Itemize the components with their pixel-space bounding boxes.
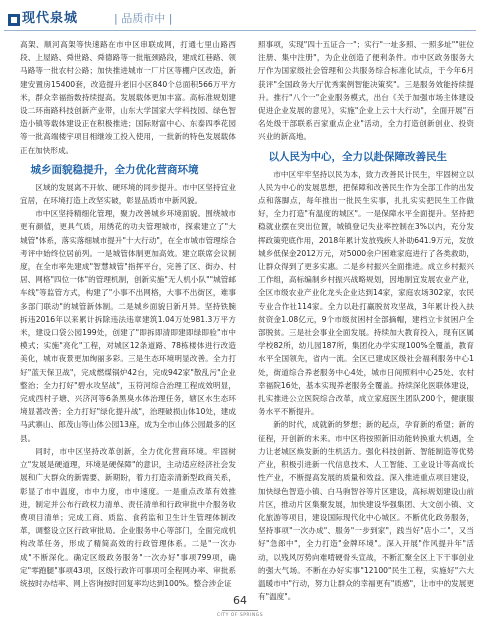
footer-divider [222,610,258,611]
right-paragraph-3: 新的时代，成就新的梦想；新的起点，孕育新的希望；新的征程，开创新的未来。市中区将按照新旧动能转换重大机遇，全力让老城区焕发新的生机活力。强化科技创新、智能制造等优势产业，积极引进新一代信息技术、人工智能、工业设计等高成长性产业，不断提高发展的质量和效益。深入推进重点项目建设，加快绿色智造小镇、白马驹智谷等片区建设，高标规划建设山前片区，推动片区集聚发展，加快建设华强集团、大文创小镇、文化旅游等项目，建设国际现代化中心城区。不断优化政务服务，坚持事项"一次办成"、服务"一步到家"，践当好"店小二"，又当好"急郎中"，全力打造"金牌环境"。深入开展"作风提升年"活动，以残风厉势向难啃硬骨头宣战，不断汇聚全区上下干事创业的强大气场。不断在办好实事"12100"民生工程，实施好"六大温暖市中"行动，努力让群众的幸福更有"质感"，让市中的发展更有"温度"。 [258,420,474,602]
page-header [0,0,480,38]
left-paragraph-4: 同时，市中区坚持改革创新，全力优化营商环境。牢固树立"发展是硬道理，环境是硬保障"的意识，主动适应经济社会发展和广大群众的新需要、新期盼，着力打造亲清新型政商关系，彰显了市中温度，市中力度，市中速度。一是重点改革有效推进，制定并公布行政权力清单、责任清单和行政审批中介服务收费项目清单；完成工商、质监、食药监和卫生计生管理体制改革，调整设立区行政审批局。企业服务中心等部门，全面完成机构改革任务，形成了精简高效的行政管理体系。二是"一次办成"不断深化。确定区级政务服务"一次办好"事项799项，确定"零跑腿"事项43项，区级行政许可事项可全程网办率、审批系统按时办结率、网上咨询按时回复率均达到100%。整合涉企证 [20,446,236,588]
left-column [20,38,236,586]
left-paragraph-3: 市中区坚持精细化管理，聚力改善城乡环境面貌。围绕城市更有颜值，更具气质，用绣花的功夫管理城市，探索建立了"大城管"体系，落实落细城市提升"十大行动"，在全市城市管理综合考评中始终位居前列。一是城管体制更加高效。建立联席会议制度，在全市率先建成"智慧城管"指挥平台，完善了区、街办、村居、网格"四位一体"的管理机制，创新实施"无人机小队""城管邮车线"等监管方式，构建了"小事不出网格，大事不出街区，难事多部门联动"的城管新体制。二是城乡面貌日新月异。坚持铁腕拆违2016年以来累计拆除违法违章建筑1.04万处981.3万平方米，建设口袋公园199处，创建了"即拆即清即建即绿即验"市中模式；实施"亮化"工程，对城区12条道路、78栋楼体进行改造美化，城市夜景更加绚丽多彩。三是生态环境明显改善。全力打好"蓝天保卫战"，完成燃煤锅炉42台，完成942家"散乱污"企业整治；全力打好"碧水攻坚战"，玉符河综合治理工程成效明显，完成西村子塘、兴济河等6条黑臭水体治理任务，辖区水生态环境显著改善；全力打好"绿化提升战"，治理破损山体10处，建成马武寨山、郎茂山等山体公园13座，成为全市山体公园最多的区县。 [20,209,236,443]
page-number: 64 [233,594,247,607]
magazine-title: 现代泉城 [22,11,79,26]
left-paragraph-2: 区域的发展离不开软、硬环境的同步提升。市中区坚持宜业宜居，在环境打造上改坚实破，彰显品质市中新风貌。 [20,182,236,206]
section-heading-business-environment: 城乡面貌稳提升，全力优化营商环境 [30,163,199,176]
right-column [258,38,474,602]
page-footer [0,592,480,632]
section-name: | 品质市中 | [114,12,173,25]
header-divider [4,30,476,31]
left-paragraph-1: 高架、顺河高架等快速路在市中区串联成网，打通七里山路西段、上屋路、舜世路、舜德路等一批瓶颈路段，建成红巷路、领马路等一批农村公路；加快推进城市一厂片区等棚户区改造，新建安置房15400套，改造提升老旧小区840个总面积566万平方米，群众幸福指数持续提高。发展载体更加丰富。高标准规划建设二环南路科技创新产业带，山东大学国家大学科技园、绿色智造小镇等载体建设正在积极推进；国际财富中心、东泰四季花园等一批高端楼宇项目相继竣工投入使用，一批新的特色发展载体正在加快形成。 [20,40,236,155]
section-heading-livelihood: 以人民为中心，全力以赴保障改善民生 [268,150,447,163]
magazine-logo-mark-icon [8,14,20,26]
right-paragraph-2: 市中区牢牢坚持以民为本，致力改善民计民生，牢固树立以人民为中心的发展思想，把保障和改善民生作为全部工作的出发点和落脚点，每年推出一批民生实事，扎扎实实把民生工作做好，全力打造"有温度的城区"。一是保障水平全面提升。坚持把稳就业摆在突出位置，城镇登记失业率控制在3%以内，充分发挥政策兜底作用，2018年累计发放残疾人补助641.9万元，发放城乡低保金2012万元，对5000余户困难家庭进行了各类救助，让群众得到了更多实惠。二是乡村振兴全面推进。成立乡村振兴工作组，高标编制乡村振兴战略规划，因地制宜发展农业产业，全区市级农业产业化龙头企业达到14家，家庭农场302家，农民专业合作社114家。全力以赴打赢脱贫攻坚战，3年累计投入扶贫资金1.08亿元，9个市级贫困村全部摘帽，建档立卡贫困户全部脱贫。三是社会事业全面发展。持续加大教育投入，现有区属学校82所，幼儿园187所，集团化办学实现100%全覆盖，教育水平全国领先，省内一流。全区已建成区级社会福利服务中心1处，街道综合养老服务中心4处，城市日间照料中心25处、农村幸福院16处，基本实现养老服务全覆盖。持续深化医联体建设，扎实推进公立医院综合改革，成立家庭医生团队200个，健康服务水平不断提升。 [258,169,474,417]
footer-tagline: CITY OF SPRINGS [216,613,264,618]
right-paragraph-1: 照事项，实现"四十五证合一"；实行"一址多照、一照多址""驻位注册、集中注册"，为企业创造了便利条件。市中区政务服务大厅作为国家级社会管理和公共服务综合标准化试点，于今年6月获评"全国政务大厅优秀案例智能决策奖"。三是服务效能持续提升。推行"八个一"企业服务模式，出台《关于加强市场主体建设促进企业发展的意见》，实施"企业上云十大行动"，全面开展"百名处级干部联系百家重点企业"活动，全力打造创新创业、投资兴业的新高地。 [258,40,474,142]
